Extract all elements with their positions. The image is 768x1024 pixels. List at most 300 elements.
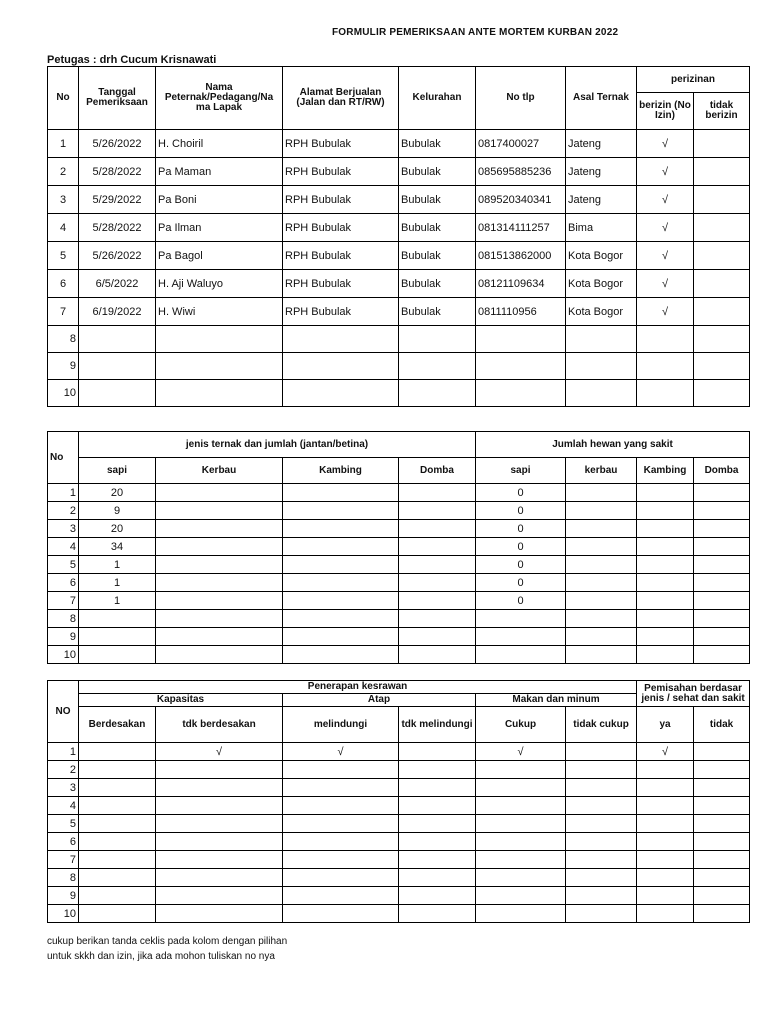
cell-kerbau xyxy=(156,538,283,556)
cell-notlp: 08121109634 xyxy=(476,270,566,298)
table-row xyxy=(48,353,750,380)
cell-ya xyxy=(637,797,694,815)
cell-ya xyxy=(637,761,694,779)
cell-no: 6 xyxy=(48,833,79,851)
col-pemisahan: Pemisahan berdasar jenis / sehat dan sakit xyxy=(637,681,750,707)
cell-cukup xyxy=(476,833,566,851)
cell-no: 9 xyxy=(48,353,79,380)
cell-sapi xyxy=(79,628,156,646)
cell-sakit-sapi: 0 xyxy=(476,520,566,538)
cell-no: 9 xyxy=(48,628,79,646)
cell-sakit-domba xyxy=(694,556,750,574)
cell-tidak xyxy=(694,743,750,761)
cell-nama: Pa Boni xyxy=(156,186,283,214)
cell-berdesakan xyxy=(79,797,156,815)
col-sakit-kerbau: kerbau xyxy=(566,458,637,484)
table-row xyxy=(48,905,750,923)
cell-tidak xyxy=(694,905,750,923)
cell-nama: Pa Bagol xyxy=(156,242,283,270)
cell-tidak xyxy=(694,851,750,869)
cell-tidak-berizin xyxy=(694,270,750,298)
cell-tidak-cukup xyxy=(566,833,637,851)
note-line-2: untuk skkh dan izin, jika ada mohon tuliskan no nya xyxy=(47,951,275,962)
cell-sapi: 1 xyxy=(79,556,156,574)
cell-sapi xyxy=(79,610,156,628)
cell-sapi: 20 xyxy=(79,520,156,538)
form-title: FORMULIR PEMERIKSAAN ANTE MORTEM KURBAN 2022 xyxy=(332,27,619,38)
cell-berizin: √ xyxy=(637,270,694,298)
cell-tdk-berdesakan xyxy=(156,887,283,905)
cell-no: 10 xyxy=(48,905,79,923)
table-row xyxy=(48,484,750,502)
cell-tanggal xyxy=(79,380,156,407)
cell-notlp xyxy=(476,380,566,407)
cell-ya xyxy=(637,887,694,905)
table-row xyxy=(48,574,750,592)
cell-kambing xyxy=(283,592,399,610)
cell-tidak-berizin xyxy=(694,298,750,326)
cell-tidak-cukup xyxy=(566,869,637,887)
cell-tidak xyxy=(694,779,750,797)
cell-kerbau xyxy=(156,520,283,538)
cell-notlp: 081314111257 xyxy=(476,214,566,242)
cell-melindungi xyxy=(283,887,399,905)
col-asal: Asal Ternak xyxy=(566,67,637,130)
cell-tidak-berizin xyxy=(694,242,750,270)
cell-cukup xyxy=(476,797,566,815)
cell-sakit-kerbau xyxy=(566,556,637,574)
cell-kelurahan xyxy=(399,326,476,353)
cell-sakit-kambing xyxy=(637,502,694,520)
cell-sakit-sapi: 0 xyxy=(476,538,566,556)
table-row xyxy=(48,610,750,628)
cell-kelurahan xyxy=(399,380,476,407)
col-sapi: sapi xyxy=(79,458,156,484)
cell-kerbau xyxy=(156,574,283,592)
cell-melindungi xyxy=(283,869,399,887)
table-row xyxy=(48,158,750,186)
table-row xyxy=(48,538,750,556)
col-perizinan: perizinan xyxy=(637,67,750,93)
cell-sakit-kerbau xyxy=(566,574,637,592)
cell-no: 9 xyxy=(48,887,79,905)
col-melindungi: melindungi xyxy=(283,707,399,743)
cell-tidak xyxy=(694,761,750,779)
table-row xyxy=(48,592,750,610)
cell-berizin xyxy=(637,353,694,380)
cell-no: 2 xyxy=(48,761,79,779)
cell-melindungi: √ xyxy=(283,743,399,761)
col-sakit-domba: Domba xyxy=(694,458,750,484)
cell-cukup xyxy=(476,761,566,779)
cell-alamat xyxy=(283,353,399,380)
cell-melindungi xyxy=(283,851,399,869)
cell-tdk-melindungi xyxy=(399,797,476,815)
cell-no: 8 xyxy=(48,326,79,353)
cell-no: 6 xyxy=(48,270,79,298)
cell-no: 5 xyxy=(48,556,79,574)
cell-ya xyxy=(637,851,694,869)
cell-cukup xyxy=(476,815,566,833)
cell-alamat: RPH Bubulak xyxy=(283,158,399,186)
cell-sakit-domba xyxy=(694,646,750,664)
table-row xyxy=(48,869,750,887)
table-row xyxy=(48,242,750,270)
cell-alamat: RPH Bubulak xyxy=(283,298,399,326)
cell-no: 3 xyxy=(48,779,79,797)
cell-kelurahan: Bubulak xyxy=(399,298,476,326)
table-row xyxy=(48,130,750,158)
cell-kelurahan: Bubulak xyxy=(399,214,476,242)
cell-berdesakan xyxy=(79,779,156,797)
cell-sapi: 34 xyxy=(79,538,156,556)
table-row xyxy=(48,628,750,646)
cell-berizin xyxy=(637,326,694,353)
col-atap: Atap xyxy=(283,694,476,707)
col-kapasitas: Kapasitas xyxy=(79,694,283,707)
cell-sapi: 1 xyxy=(79,592,156,610)
cell-tidak-cukup xyxy=(566,905,637,923)
cell-nama xyxy=(156,380,283,407)
cell-berdesakan xyxy=(79,761,156,779)
cell-tdk-berdesakan xyxy=(156,833,283,851)
cell-sakit-sapi xyxy=(476,610,566,628)
cell-tdk-melindungi xyxy=(399,743,476,761)
cell-tdk-melindungi xyxy=(399,833,476,851)
cell-sakit-kerbau xyxy=(566,520,637,538)
cell-nama: H. Wiwi xyxy=(156,298,283,326)
cell-sakit-domba xyxy=(694,520,750,538)
cell-asal: Jateng xyxy=(566,186,637,214)
cell-nama xyxy=(156,353,283,380)
cell-sakit-sapi xyxy=(476,646,566,664)
cell-asal: Kota Bogor xyxy=(566,270,637,298)
cell-no: 7 xyxy=(48,592,79,610)
cell-tdk-melindungi xyxy=(399,761,476,779)
col-sakit-sapi: sapi xyxy=(476,458,566,484)
cell-kerbau xyxy=(156,610,283,628)
cell-cukup xyxy=(476,779,566,797)
col-alamat: Alamat Berjualan (Jalan dan RT/RW) xyxy=(283,67,399,130)
col-kelurahan: Kelurahan xyxy=(399,67,476,130)
cell-no: 1 xyxy=(48,484,79,502)
cell-sakit-kambing xyxy=(637,628,694,646)
cell-kerbau xyxy=(156,502,283,520)
cell-tanggal: 5/28/2022 xyxy=(79,158,156,186)
table-row xyxy=(48,214,750,242)
cell-tidak-berizin xyxy=(694,353,750,380)
cell-notlp: 081513862000 xyxy=(476,242,566,270)
cell-notlp: 085695885236 xyxy=(476,158,566,186)
cell-berdesakan xyxy=(79,887,156,905)
cell-sakit-kambing xyxy=(637,484,694,502)
cell-tdk-melindungi xyxy=(399,851,476,869)
table-row xyxy=(48,646,750,664)
cell-tidak-cukup xyxy=(566,761,637,779)
cell-ya xyxy=(637,905,694,923)
col-tidak: tidak xyxy=(694,707,750,743)
cell-sakit-sapi: 0 xyxy=(476,592,566,610)
cell-sakit-sapi: 0 xyxy=(476,502,566,520)
cell-notlp xyxy=(476,326,566,353)
cell-melindungi xyxy=(283,833,399,851)
cell-asal: Jateng xyxy=(566,158,637,186)
cell-sakit-domba xyxy=(694,502,750,520)
cell-cukup xyxy=(476,869,566,887)
col-sakit-kambing: Kambing xyxy=(637,458,694,484)
cell-sapi: 1 xyxy=(79,574,156,592)
cell-berizin: √ xyxy=(637,298,694,326)
cell-nama xyxy=(156,326,283,353)
col-berizin: berizin (No Izin) xyxy=(637,93,694,130)
cell-berizin xyxy=(637,380,694,407)
cell-sakit-kambing xyxy=(637,610,694,628)
cell-berdesakan xyxy=(79,905,156,923)
cell-kelurahan: Bubulak xyxy=(399,158,476,186)
cell-tidak xyxy=(694,869,750,887)
cell-alamat: RPH Bubulak xyxy=(283,186,399,214)
table-jenis-ternak xyxy=(47,431,750,664)
cell-asal xyxy=(566,353,637,380)
cell-kambing xyxy=(283,538,399,556)
cell-domba xyxy=(399,502,476,520)
cell-tdk-berdesakan xyxy=(156,761,283,779)
cell-tanggal: 6/5/2022 xyxy=(79,270,156,298)
cell-tidak xyxy=(694,797,750,815)
cell-kerbau xyxy=(156,556,283,574)
cell-tanggal: 5/26/2022 xyxy=(79,130,156,158)
cell-tdk-berdesakan xyxy=(156,851,283,869)
cell-sakit-kerbau xyxy=(566,610,637,628)
cell-tidak-cukup xyxy=(566,779,637,797)
cell-tidak-berizin xyxy=(694,130,750,158)
cell-kelurahan: Bubulak xyxy=(399,270,476,298)
cell-melindungi xyxy=(283,761,399,779)
cell-sapi: 20 xyxy=(79,484,156,502)
cell-kerbau xyxy=(156,592,283,610)
cell-tidak-cukup xyxy=(566,851,637,869)
cell-domba xyxy=(399,592,476,610)
cell-no: 1 xyxy=(48,130,79,158)
cell-asal: Kota Bogor xyxy=(566,298,637,326)
cell-kambing xyxy=(283,574,399,592)
col-nama: Nama Peternak/Pedagang/Na ma Lapak xyxy=(156,67,283,130)
cell-tidak xyxy=(694,833,750,851)
cell-tidak-cukup xyxy=(566,887,637,905)
col-penerapan-kesrawan: Penerapan kesrawan xyxy=(79,681,637,694)
cell-asal: Kota Bogor xyxy=(566,242,637,270)
col-jumlah-sakit: Jumlah hewan yang sakit xyxy=(476,432,750,458)
table-kesrawan xyxy=(47,680,750,923)
cell-tanggal: 6/19/2022 xyxy=(79,298,156,326)
cell-domba xyxy=(399,646,476,664)
cell-kambing xyxy=(283,484,399,502)
cell-no: 8 xyxy=(48,869,79,887)
cell-kerbau xyxy=(156,628,283,646)
cell-alamat xyxy=(283,326,399,353)
cell-no: 3 xyxy=(48,520,79,538)
cell-berizin: √ xyxy=(637,158,694,186)
cell-kambing xyxy=(283,628,399,646)
cell-ya xyxy=(637,815,694,833)
cell-no: 10 xyxy=(48,380,79,407)
cell-tdk-berdesakan xyxy=(156,905,283,923)
cell-berizin: √ xyxy=(637,186,694,214)
cell-sakit-kambing xyxy=(637,556,694,574)
col-no: No xyxy=(48,432,79,484)
cell-melindungi xyxy=(283,797,399,815)
table-row xyxy=(48,743,750,761)
cell-berdesakan xyxy=(79,833,156,851)
cell-tanggal xyxy=(79,326,156,353)
col-tanggal: Tanggal Pemeriksaan xyxy=(79,67,156,130)
cell-tdk-berdesakan xyxy=(156,815,283,833)
cell-ya: √ xyxy=(637,743,694,761)
cell-kambing xyxy=(283,520,399,538)
cell-kerbau xyxy=(156,484,283,502)
cell-berdesakan xyxy=(79,743,156,761)
cell-sapi: 9 xyxy=(79,502,156,520)
cell-domba xyxy=(399,556,476,574)
note-line-1: cukup berikan tanda ceklis pada kolom dengan pilihan xyxy=(47,936,288,947)
col-berdesakan: Berdesakan xyxy=(79,707,156,743)
cell-berizin: √ xyxy=(637,242,694,270)
table-row xyxy=(48,887,750,905)
cell-no: 2 xyxy=(48,502,79,520)
col-tidak-berizin: tidak berizin xyxy=(694,93,750,130)
table-row xyxy=(48,186,750,214)
cell-no: 2 xyxy=(48,158,79,186)
col-tdk-berdesakan: tdk berdesakan xyxy=(156,707,283,743)
cell-tidak-berizin xyxy=(694,326,750,353)
cell-sakit-sapi: 0 xyxy=(476,556,566,574)
cell-no: 1 xyxy=(48,743,79,761)
cell-kambing xyxy=(283,556,399,574)
table-row xyxy=(48,797,750,815)
cell-alamat: RPH Bubulak xyxy=(283,242,399,270)
cell-notlp: 0817400027 xyxy=(476,130,566,158)
cell-tdk-melindungi xyxy=(399,869,476,887)
cell-tanggal: 5/26/2022 xyxy=(79,242,156,270)
cell-domba xyxy=(399,538,476,556)
table-row xyxy=(48,556,750,574)
cell-no: 4 xyxy=(48,797,79,815)
cell-sakit-kerbau xyxy=(566,502,637,520)
cell-kambing xyxy=(283,502,399,520)
cell-sakit-kambing xyxy=(637,574,694,592)
cell-melindungi xyxy=(283,779,399,797)
petugas-label: Petugas : drh Cucum Krisnawati xyxy=(47,54,217,66)
cell-sakit-kerbau xyxy=(566,592,637,610)
cell-tdk-melindungi xyxy=(399,779,476,797)
col-jenis-ternak: jenis ternak dan jumlah (jantan/betina) xyxy=(79,432,476,458)
cell-domba xyxy=(399,520,476,538)
cell-tanggal: 5/28/2022 xyxy=(79,214,156,242)
cell-kelurahan xyxy=(399,353,476,380)
cell-tidak-cukup xyxy=(566,815,637,833)
cell-notlp xyxy=(476,353,566,380)
table-row xyxy=(48,833,750,851)
cell-sakit-domba xyxy=(694,574,750,592)
cell-kerbau xyxy=(156,646,283,664)
cell-domba xyxy=(399,610,476,628)
cell-tanggal xyxy=(79,353,156,380)
cell-sakit-kambing xyxy=(637,520,694,538)
cell-tdk-melindungi xyxy=(399,815,476,833)
cell-asal: Bima xyxy=(566,214,637,242)
cell-sakit-sapi xyxy=(476,628,566,646)
cell-tidak-cukup xyxy=(566,743,637,761)
cell-no: 5 xyxy=(48,242,79,270)
cell-sakit-domba xyxy=(694,484,750,502)
cell-nama: Pa Maman xyxy=(156,158,283,186)
cell-tidak xyxy=(694,887,750,905)
cell-sakit-kerbau xyxy=(566,538,637,556)
cell-berizin: √ xyxy=(637,130,694,158)
cell-sakit-domba xyxy=(694,628,750,646)
cell-alamat: RPH Bubulak xyxy=(283,270,399,298)
col-no: NO xyxy=(48,681,79,743)
cell-tdk-melindungi xyxy=(399,887,476,905)
cell-sakit-kerbau xyxy=(566,646,637,664)
cell-no: 10 xyxy=(48,646,79,664)
cell-cukup: √ xyxy=(476,743,566,761)
col-tidak-cukup: tidak cukup xyxy=(566,707,637,743)
cell-berdesakan xyxy=(79,851,156,869)
cell-nama: Pa Ilman xyxy=(156,214,283,242)
cell-tidak-berizin xyxy=(694,186,750,214)
cell-ya xyxy=(637,833,694,851)
col-no: No xyxy=(48,67,79,130)
table-row xyxy=(48,851,750,869)
cell-sakit-sapi: 0 xyxy=(476,484,566,502)
cell-tdk-berdesakan xyxy=(156,797,283,815)
cell-asal xyxy=(566,326,637,353)
cell-ya xyxy=(637,869,694,887)
cell-domba xyxy=(399,628,476,646)
col-kambing: Kambing xyxy=(283,458,399,484)
cell-no: 3 xyxy=(48,186,79,214)
cell-tdk-melindungi xyxy=(399,905,476,923)
cell-tidak-berizin xyxy=(694,214,750,242)
cell-no: 6 xyxy=(48,574,79,592)
cell-sakit-kambing xyxy=(637,592,694,610)
cell-sakit-kerbau xyxy=(566,628,637,646)
cell-sakit-kambing xyxy=(637,538,694,556)
cell-sakit-sapi: 0 xyxy=(476,574,566,592)
cell-kelurahan: Bubulak xyxy=(399,186,476,214)
col-ya: ya xyxy=(637,707,694,743)
cell-domba xyxy=(399,484,476,502)
cell-berdesakan xyxy=(79,815,156,833)
cell-sapi xyxy=(79,646,156,664)
table-row xyxy=(48,502,750,520)
cell-kelurahan: Bubulak xyxy=(399,130,476,158)
cell-tdk-berdesakan: √ xyxy=(156,743,283,761)
cell-no: 7 xyxy=(48,851,79,869)
cell-asal xyxy=(566,380,637,407)
cell-nama: H. Choiril xyxy=(156,130,283,158)
cell-no: 5 xyxy=(48,815,79,833)
col-domba: Domba xyxy=(399,458,476,484)
cell-melindungi xyxy=(283,905,399,923)
col-makan-minum: Makan dan minum xyxy=(476,694,637,707)
cell-tdk-berdesakan xyxy=(156,779,283,797)
cell-no: 4 xyxy=(48,214,79,242)
col-kerbau: Kerbau xyxy=(156,458,283,484)
cell-melindungi xyxy=(283,815,399,833)
cell-no: 4 xyxy=(48,538,79,556)
